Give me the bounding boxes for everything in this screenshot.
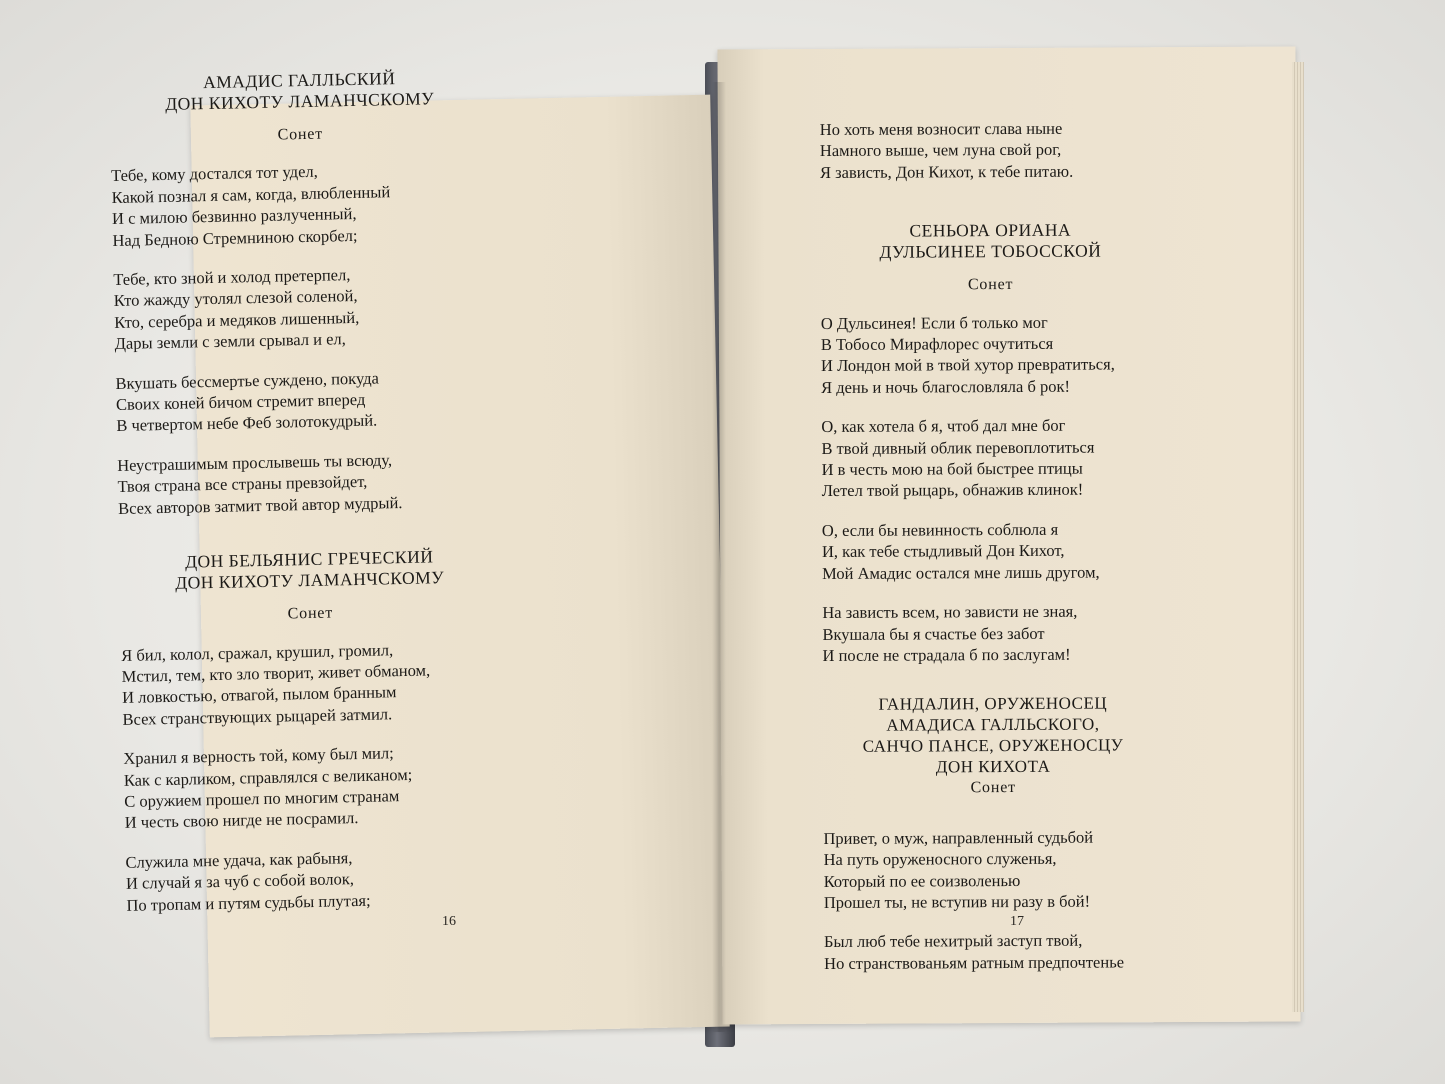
stanza: О, как хотела б я, чтоб дал мне бог В твой дивный облик перевоплотиться И в честь мою на бой быстрее птицы Летел твой рыцарь, обнажив клинок! xyxy=(821,415,1095,501)
poem-title: ДОН БЕЛЬЯНИС ГРЕЧЕСКИЙ ДОН КИХОТУ ЛАМАНЧСКОМУ xyxy=(175,546,445,593)
poem xyxy=(119,545,507,916)
poem-title: АМАДИС ГАЛЛЬСКИЙ ДОН КИХОТУ ЛАМАНЧСКОМУ xyxy=(164,68,435,114)
stanza: На зависть всем, но зависти не зная, Вкушала бы я счастье без забот И после не страдала б по заслугам! xyxy=(822,601,1078,665)
poem xyxy=(820,219,1202,666)
poem-subtitle: Сонет xyxy=(967,276,1014,294)
stanza: О, если бы невинность соблюла я И, как тебе стыдливый Дон Кихот, Мой Амадис остался мне лишь другом, xyxy=(821,519,1100,583)
stanza: Был люб тебе нехитрый заступ твой, Но странствованьям ратным предпочтенье xyxy=(823,930,1125,973)
page-number-right: 17 xyxy=(1010,914,1024,929)
book-gutter xyxy=(712,82,726,1032)
stanza: Привет, о муж, направленный судьбой На путь оруженосного служенья, Который по ее соизволенью Прошел ты, не вступив ни разу в бой! xyxy=(823,827,1094,912)
page-number-left: 16 xyxy=(442,914,456,929)
poem-title: ГАНДАЛИН, ОРУЖЕНОСЕЦ АМАДИСА ГАЛЛЬСКОГО, САНЧО ПАНСЕ, ОРУЖЕНОСЦУ ДОН КИХОТА xyxy=(862,693,1124,777)
stanza-continuation: Но хоть меня возносит слава ныне Намного выше, чем луна свой рог, Я зависть, Дон Кихот, к тебе питаю. xyxy=(819,118,1074,182)
stanza: Вкушать бессмертье суждено, покуда Своих коней бичом стремит вперед В четвертом небе Феб золотокудрый. xyxy=(115,368,380,436)
poem xyxy=(109,66,498,519)
poem-subtitle: Сонет xyxy=(277,125,324,144)
stanza: Хранил я верность той, кому был мил; Как с карликом, справлялся с великаном; С оружием прошел по многим странам И честь свою нигде не посрамил. xyxy=(123,743,413,833)
poem-title: СЕНЬОРА ОРИАНА ДУЛЬСИНЕЕ ТОБОССКОЙ xyxy=(879,219,1102,262)
stanza: Тебе, кто зной и холод претерпел, Кто жажду утолял слезой соленой, Кто, серебра и медяков лишенный, Дары земли с земли срывал и ел, xyxy=(113,265,360,354)
stanza: Неустрашимым прослывешь ты всюду, Твоя страна все страны превзойдет, Всех авторов затмит твой автор мудрый. xyxy=(117,450,403,518)
poem-subtitle: Сонет xyxy=(970,779,1016,797)
stanza: Служила мне удача, как рабыня, И случай я за чуб с собой волок, По тропам и путям судьбы плутая; xyxy=(125,847,371,915)
stanza: Я бил, колол, сражал, крушил, громил, Мстил, тем, кто зло творит, живет обманом, И ловкостью, отвагой, пылом бранным Всех странствующих рыцарей затмил. xyxy=(121,639,431,729)
poem xyxy=(823,692,1204,974)
left-page-text xyxy=(109,66,507,934)
poem-subtitle: Сонет xyxy=(287,604,334,623)
stanza: Тебе, кому достался тот удел, Какой познал я сам, когда, влюбленный И с милою безвинно разлученный, Над Бедною Стремниною скорбел; xyxy=(110,162,391,250)
stanza: О Дульсинея! Если б только мог В Тобосо Мирафлорес очутиться И Лондон мой в твой хутор превратиться, Я день и ночь благословляла б рок! xyxy=(820,312,1115,397)
page-stack-edge xyxy=(1292,62,1304,1012)
right-page-text xyxy=(820,117,1205,992)
